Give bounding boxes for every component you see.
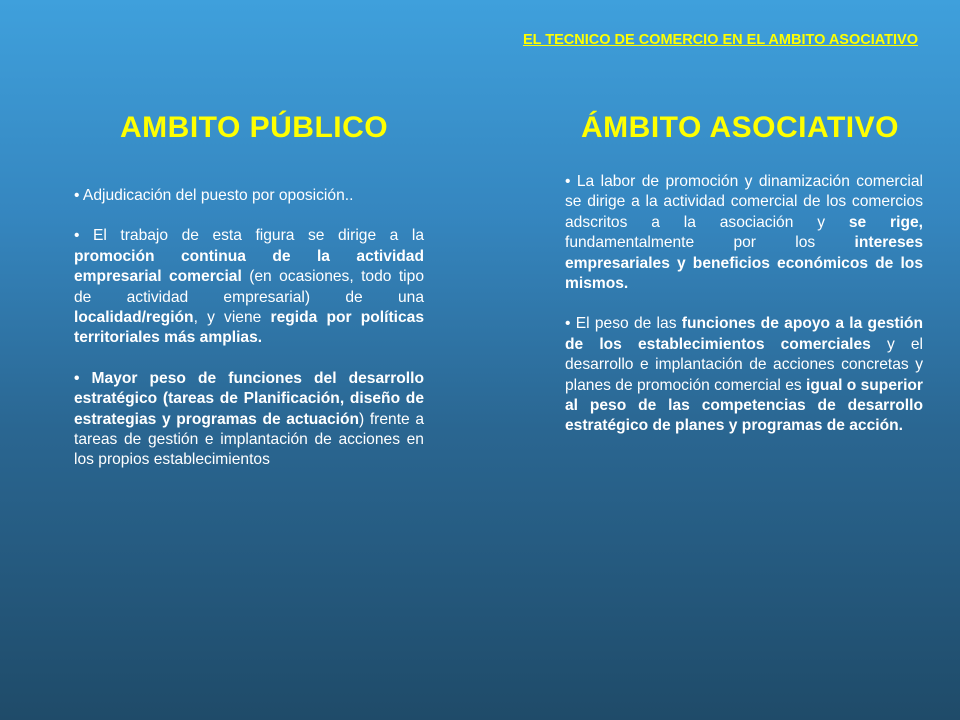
text-run: se rige, xyxy=(848,213,923,231)
text-run: (en ocasiones, todo tipo de actividad empresarial) de una xyxy=(74,268,424,306)
bullet-paragraph xyxy=(74,369,424,471)
bullet-paragraph xyxy=(74,226,424,348)
text-run: ) frente a tareas de gestión e implantación de acciones en los propios establecimientos xyxy=(74,410,425,469)
bullet-paragraph xyxy=(565,172,923,294)
right-column-title: ÁMBITO ASOCIATIVO xyxy=(581,111,899,144)
text-run: • El trabajo de esta figura se dirige a la xyxy=(74,227,424,245)
text-run: igual o superior al peso de las competencias de desarrollo estratégico de planes y programas de acción. xyxy=(565,376,924,435)
left-column-text xyxy=(74,186,424,491)
text-run: localidad/región xyxy=(74,309,194,327)
text-run: , y viene xyxy=(193,309,271,327)
bullet-paragraph xyxy=(74,186,424,206)
text-run: funciones de apoyo a la gestión de los establecimientos comerciales xyxy=(565,315,923,353)
text-run: promoción continua de la actividad empresarial comercial xyxy=(74,247,424,286)
left-column-title: AMBITO PÚBLICO xyxy=(120,111,389,144)
slide-header: EL TECNICO DE COMERCIO EN EL AMBITO ASOCIATIVO xyxy=(522,32,918,48)
text-run: • Mayor peso de funciones del desarrollo estratégico (tareas de Planificación, diseño de estrategias y programas de actuación xyxy=(74,369,424,428)
text-run: fundamentalmente por los xyxy=(565,234,855,252)
right-column-text xyxy=(565,172,923,457)
text-run: y el desarrollo e implantación de acciones concretas y planes de promoción comercial es xyxy=(565,335,923,394)
text-run: • Adjudicación del puesto por oposición.. xyxy=(74,187,354,204)
text-run: intereses empresariales y beneficios económicos de los mismos. xyxy=(565,234,923,293)
text-run: • La labor de promoción y dinamización comercial se dirige a la actividad comercial de los comercios adscritos a la asociación y xyxy=(565,173,923,231)
text-run: regida por políticas territoriales más amplias. xyxy=(74,309,425,347)
bullet-paragraph xyxy=(565,314,923,436)
text-run: • El peso de las xyxy=(565,315,682,333)
